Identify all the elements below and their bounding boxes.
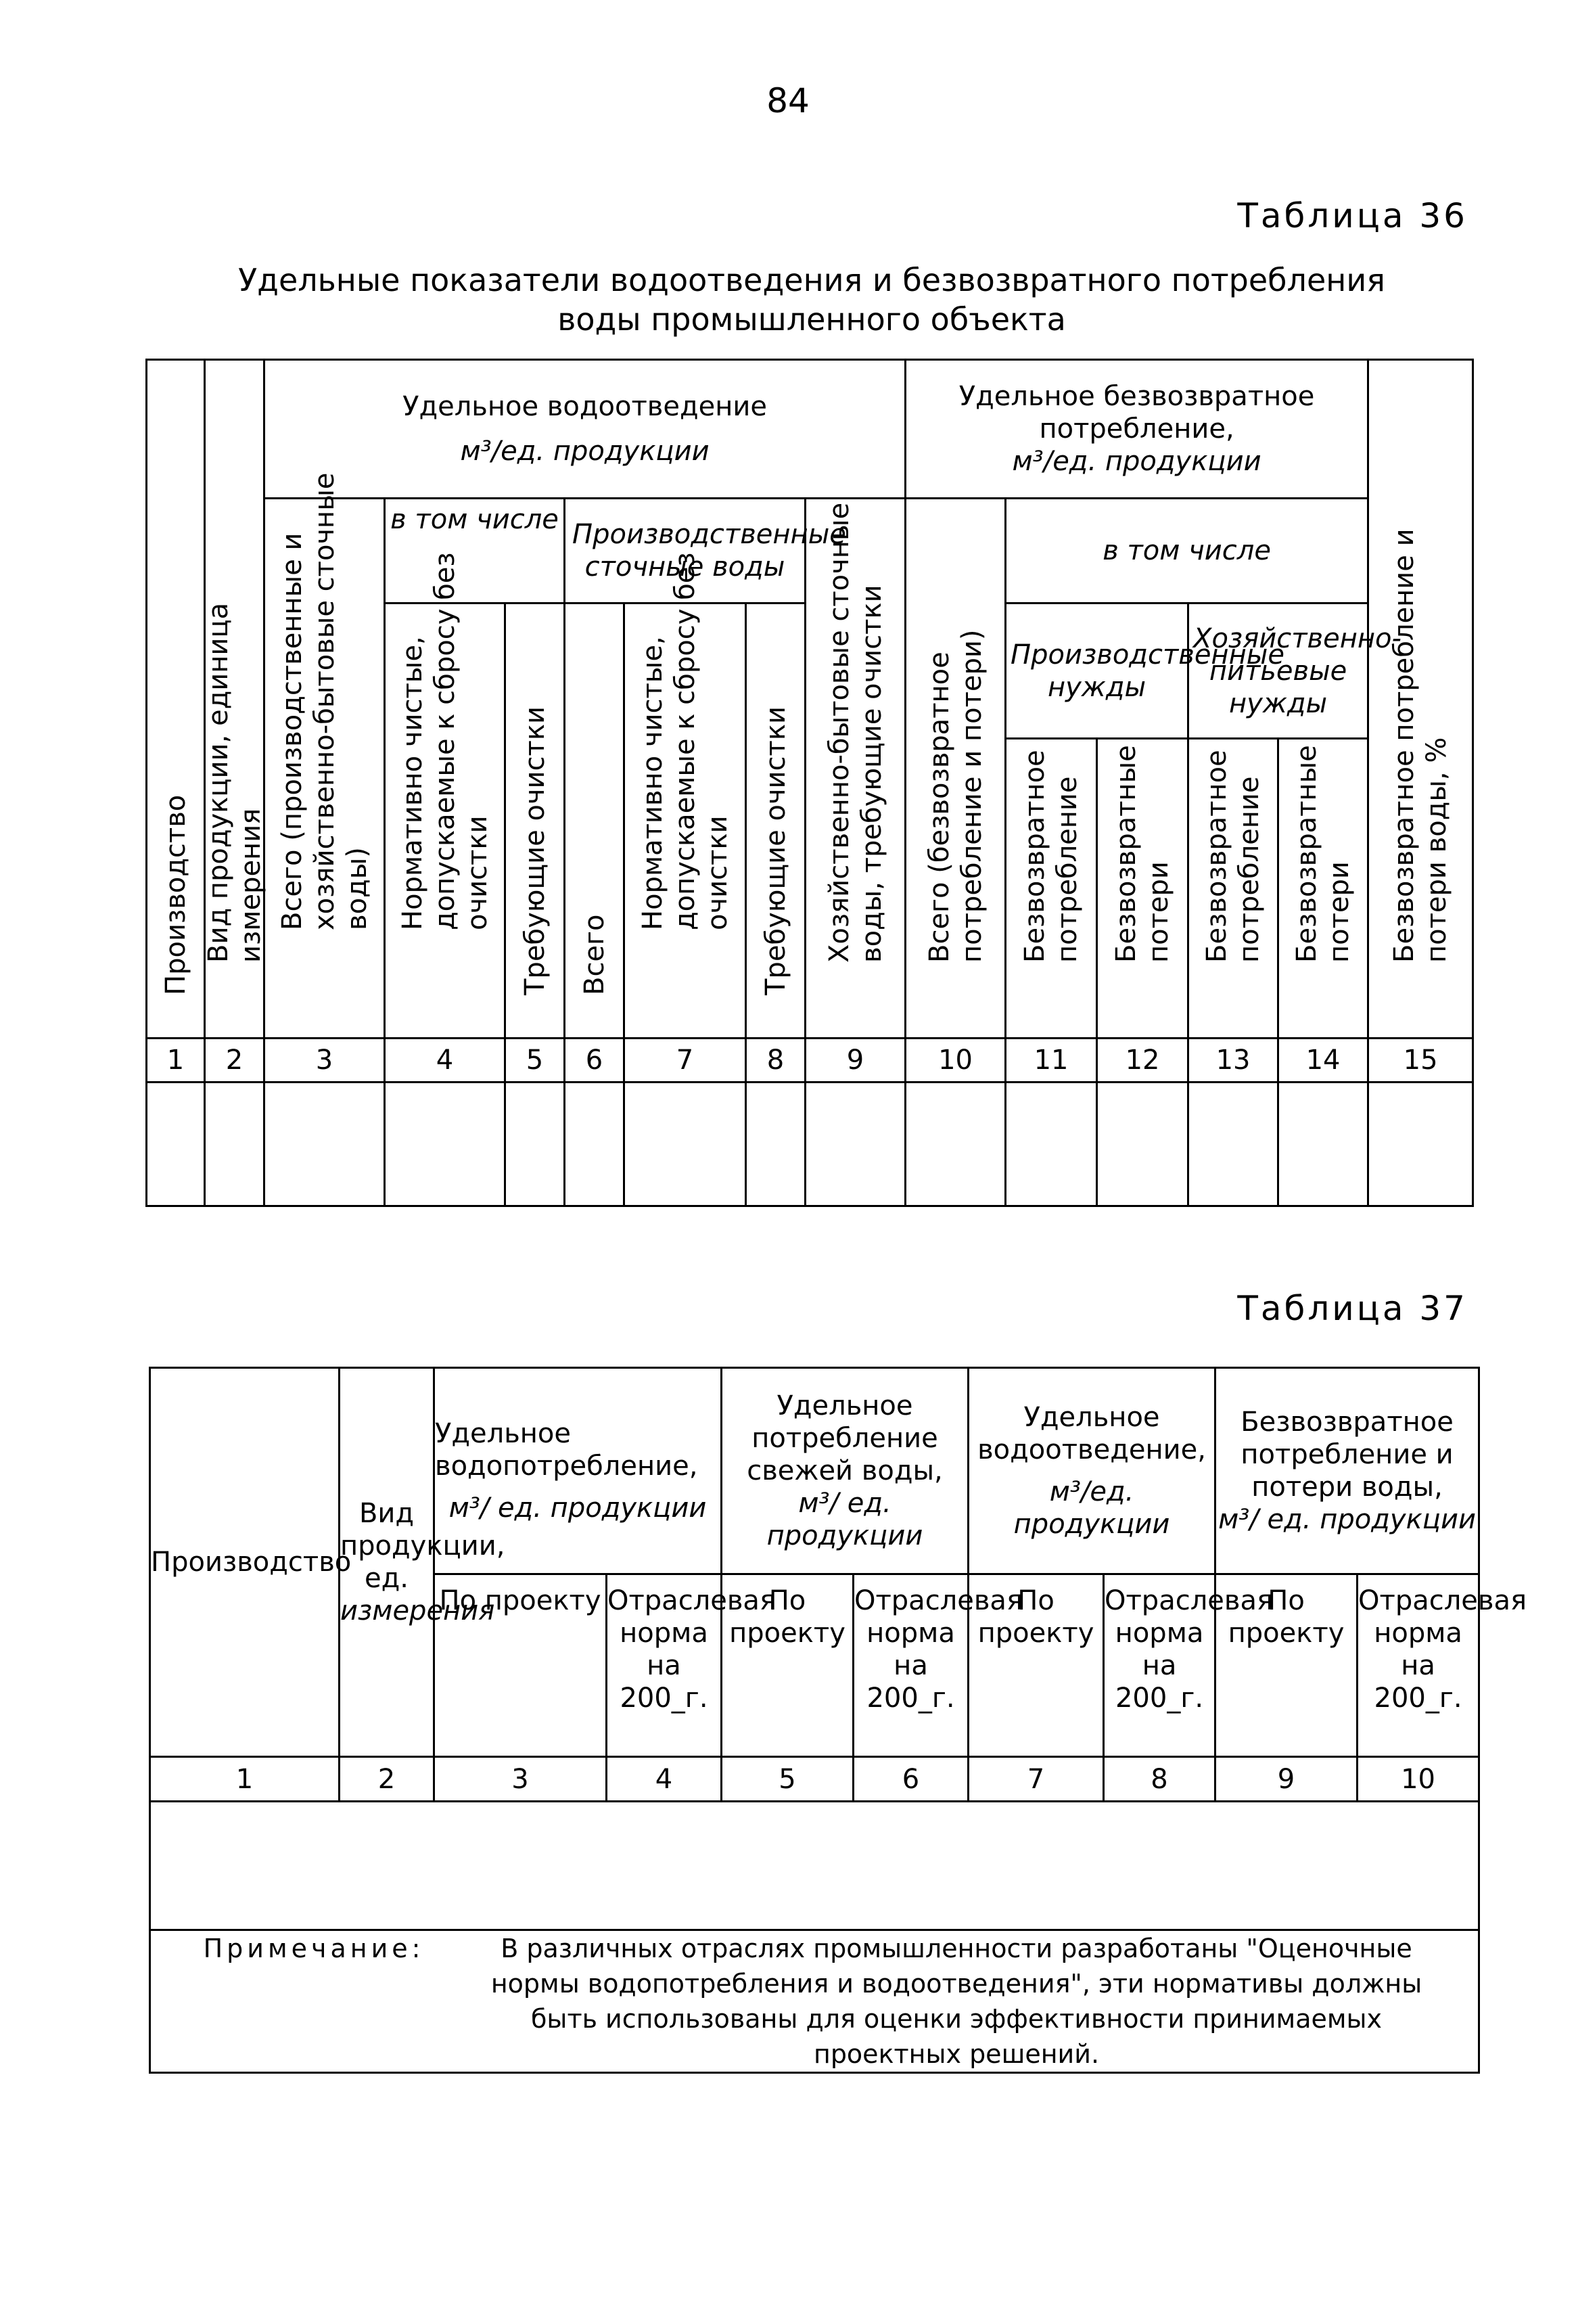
t37-colnum: 5 [722,1757,854,1802]
table37 [149,1367,1527,2074]
t36-colnum: 1 [147,1039,205,1083]
t36-colnum: 10 [906,1039,1006,1083]
t36-h-household: Хозяйственно-бытовые сточные воды, требующие очистки [806,499,906,1039]
t36-h-including: в том числе [385,499,565,603]
t37-colnum: 2 [340,1757,434,1802]
t37-industry-norm-2: Отраслевая норма на 200_г. [854,1574,969,1757]
t36-h-total: Всего [565,603,624,1039]
t36-colnum: 9 [806,1039,906,1083]
t37-by-project-3: По проекту [969,1574,1104,1757]
t36-colnum: 13 [1188,1039,1278,1083]
table36 [145,359,1474,1207]
t37-industry-norm-4: Отраслевая норма на 200_г. [1358,1574,1479,1757]
t36-colnum: 4 [385,1039,505,1083]
t36-h-prod-needs: Производственные нужды [1006,603,1188,739]
t36-h-irrev: Удельное безвозвратное потребление, м³/ед. продукции [906,360,1368,499]
t36-h-irrev-cons1: Безвозвратное потребление [1006,739,1097,1039]
note-label: Примечание: [203,1934,425,1963]
table36-label: Таблица 36 [1237,196,1468,235]
t36-h-product-type: Вид продукции, единица измерения [205,360,264,1039]
t37-h-water-use: Удельное водопотребление, м³/ ед. продукции [434,1368,722,1574]
t36-colnum: 8 [746,1039,806,1083]
t36-h-irrev-total: Всего (безвозвратное потребление и потери) [906,499,1006,1039]
t37-note-row [150,1930,1479,2073]
t37-h-production: Производство [150,1368,340,1757]
note-text: В различных отраслях промышленности разработаны "Оценочные нормы водопотребления и водоотведения", эти нормативы должны быть использованы для оценки эффективности принимаемых проектных решений. [490,1934,1422,2069]
t36-h-specific-discharge: Удельное водоотведение м³/ед. продукции [264,360,906,499]
t36-h-house-needs: Хозяйственно-питьевые нужды [1188,603,1368,739]
t37-h-product-type: Вид продукции, ед. измерения [340,1368,434,1757]
t36-colnum: 5 [505,1039,565,1083]
t36-colnum: 14 [1278,1039,1368,1083]
t37-h-discharge: Удельное водоотведение, м³/ед. продукции [969,1368,1215,1574]
t37-data-row [150,1802,1479,1930]
page-number: 84 [766,81,810,120]
t37-colnum: 9 [1215,1757,1358,1802]
t36-h-irrev-including: в том числе [1006,499,1368,603]
t37-colnum: 7 [969,1757,1104,1802]
t37-colnum: 10 [1358,1757,1479,1802]
t36-colnum: 7 [624,1039,746,1083]
t37-industry-norm-1: Отраслевая норма на 200_г. [607,1574,722,1757]
table37-label: Таблица 37 [1237,1289,1468,1328]
table36-title-line2: воды промышленного объекта [557,301,1066,338]
t36-colnum: 11 [1006,1039,1097,1083]
t37-h-fresh-water: Удельное потребление свежей воды, м³/ ед. продукции [722,1368,969,1574]
t36-colnum: 12 [1097,1039,1188,1083]
t36-h-irrev-cons2: Безвозвратное потребление [1188,739,1278,1039]
t36-h-prod-waste: Производственные сточные воды [565,499,806,603]
t36-h-irrev-loss2: Безвозвратные потери [1278,739,1368,1039]
table36-title [203,260,1420,339]
t37-by-project-2: По проекту [722,1574,854,1757]
t36-colnum: 2 [205,1039,264,1083]
t37-colnum: 6 [854,1757,969,1802]
t37-by-project-1: По проекту [434,1574,607,1757]
t37-by-project-4: По проекту [1215,1574,1358,1757]
t37-colnum-row [150,1757,1479,1802]
t36-h-norm-clean: Нормативно чистые, допускаемые к сбросу без очистки [385,603,505,1039]
t37-colnum: 1 [150,1757,340,1802]
t36-h-norm-clean2: Нормативно чистые, допускаемые к сбросу без очистки [624,603,746,1039]
t37-colnum: 3 [434,1757,607,1802]
t37-industry-norm-3: Отраслевая норма на 200_г. [1104,1574,1215,1757]
t36-h-need-treat2: Требующие очистки [746,603,806,1039]
t36-data-row [147,1083,1473,1206]
t36-h-irrev-loss1: Безвозвратные потери [1097,739,1188,1039]
t37-colnum: 4 [607,1757,722,1802]
t36-colnum: 6 [565,1039,624,1083]
t36-h-production: Производство [147,360,205,1039]
t36-colnum-row [147,1039,1473,1083]
t36-h-total-discharge: Всего (производственные и хозяйственно-бытовые сточные воды) [264,499,385,1039]
t37-colnum: 8 [1104,1757,1215,1802]
t36-colnum: 15 [1368,1039,1473,1083]
table36-title-line1: Удельные показатели водоотведения и безвозвратного потребления [238,262,1385,298]
t36-h-need-treat: Требующие очистки [505,603,565,1039]
t36-h-irrev-percent: Безвозвратное потребление и потери воды, % [1368,360,1473,1039]
t36-colnum: 3 [264,1039,385,1083]
t37-h-irrev: Безвозвратное потребление и потери воды, м³/ ед. продукции [1215,1368,1479,1574]
